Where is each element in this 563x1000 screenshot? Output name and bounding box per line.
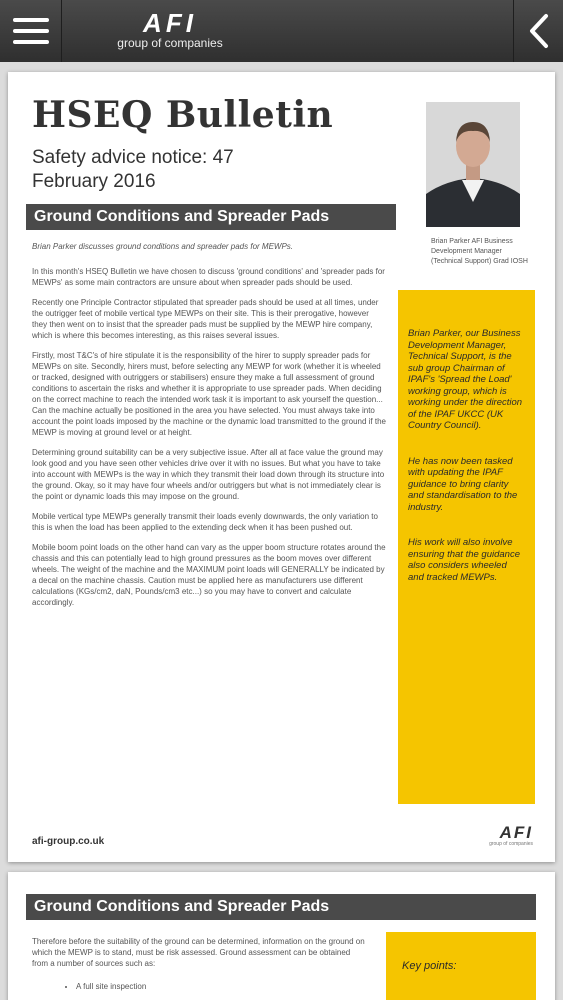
- sidebar-paragraph: He has now been tasked with updating the IPAF guidance to bring clarity and standardisation to the industry.: [408, 455, 518, 513]
- key-points-box: [386, 932, 536, 1000]
- paragraph: Mobile vertical type MEWPs generally transmit their loads evenly downwards, the only variation to this is when the load has been applied to the extending deck when it has been pushed out.: [32, 512, 378, 532]
- paragraph: In this month's HSEQ Bulletin we have chosen to discuss 'ground conditions' and 'spreader pads for MEWPs' as some main contractors are unsure about when spreader pads should be used.: [32, 267, 385, 287]
- menu-line: [13, 18, 49, 22]
- paragraph: Determining ground suitability can be a very subjective issue. After all at face value the ground may look good and you have seen other vehicles drive over it with no issues. But what you have to take into account with MEWPs is the way in which they transmit their load down through its structure into the ground. Okay, so it may have four wheels and/or outriggers but what is not immediately clear is the point or dynamic loads this may impose on the ground.: [32, 448, 385, 501]
- intro-text: Brian Parker discusses ground conditions and spreader pads for MEWPs.: [32, 242, 294, 251]
- section-heading: Ground Conditions and Spreader Pads: [26, 204, 396, 230]
- menu-line: [13, 40, 49, 44]
- footer-logo-sub: group of companies: [489, 841, 533, 847]
- sidebar-paragraph: His work will also involve ensuring that the guidance also considers wheeled and tracked MEWPs.: [408, 537, 520, 583]
- footer-logo-main: AFI: [499, 823, 533, 842]
- hamburger-menu-icon[interactable]: [0, 0, 62, 62]
- photo-caption: Brian Parker AFI Business Development Manager (Technical Support) Grad IOSH: [431, 238, 528, 265]
- back-chevron-icon[interactable]: [513, 0, 563, 62]
- highlight-sidebar: [398, 290, 535, 804]
- menu-line: [13, 29, 49, 33]
- afi-logo: [100, 10, 240, 54]
- author-photo: [426, 102, 520, 227]
- key-points-label: Key points:: [402, 960, 457, 972]
- paragraph: Mobile boom point loads on the other hand can vary as the upper boom structure rotates around the chassis and this can potentially lead to high ground pressures as the boom moves over different wheels. The weight of the machine and the MAXIMUM point loads will GENERALLY be indicated by a decal on the machine chassis. Caution must be applied here as manufacturers use different calculations (KGs/cm2, daN, Pounds/cm3 etc...) so you may have to convert and calculate accordingly.: [32, 543, 386, 607]
- top-app-bar: [0, 0, 563, 62]
- bullet-list: [76, 981, 368, 992]
- notice-subtitle: [32, 146, 234, 194]
- section-heading: Ground Conditions and Spreader Pads: [26, 894, 536, 920]
- paragraph: Recently one Principle Contractor stipulated that spreader pads should be used at all times, under the outrigger feet of mobile vertical type MEWPs on their site. This is their prerogative, however they then went on to insist that the spreader pads must be supplied by the MEWP hire company, which is where this becomes interesting, as this raises several issues.: [32, 298, 379, 340]
- page-title: HSEQ Bulletin: [32, 94, 334, 136]
- bulletin-page-1: [8, 72, 555, 862]
- article-body: [32, 266, 386, 617]
- paragraph: Therefore before the suitability of the ground can be determined, information on the ground on which the MEWP is to stand, must be risk assessed. Ground assessment can be obtained from a number of sources such as:: [32, 937, 365, 968]
- notice-date: February 2016: [32, 171, 156, 192]
- footer-url: afi-group.co.uk: [32, 836, 105, 847]
- paragraph: Firstly, most T&C's of hire stipulate it is the responsibility of the hirer to supply spreader pads for MEWPs on site. Secondly, hirers must, before selecting any MEWP for work (whether it is wheeled or tracked, designed with outriggers or stabilisers) ensure they make a full assessment of ground conditions to ascertain the risks and whether it is appropriate to use spreader pads. When deciding on the correct machine to reach the intended work task it is important to ask yourself the question... Can the machine actually be positioned in the area you have selected. You must always take into account the point loads imposed by the machine or the dynamic load transmitted to the ground if the MEWP is moving at ground level or at height.: [32, 351, 386, 437]
- bulletin-page-2: [8, 872, 555, 1000]
- list-item: • A full site inspection: [76, 981, 368, 992]
- logo-main-text: AFI: [143, 8, 197, 38]
- footer-logo: [489, 824, 533, 847]
- sidebar-paragraph: Brian Parker, our Business Development Manager, Technical Support, is the sub group Chairman of IPAF's 'Spread the Load' working group, which is working under the direction of the IPAF UKCC (UK Country Council).: [408, 328, 523, 431]
- article-body: [32, 936, 368, 992]
- logo-sub-text: group of companies: [117, 36, 223, 50]
- notice-number: Safety advice notice: 47: [32, 147, 234, 168]
